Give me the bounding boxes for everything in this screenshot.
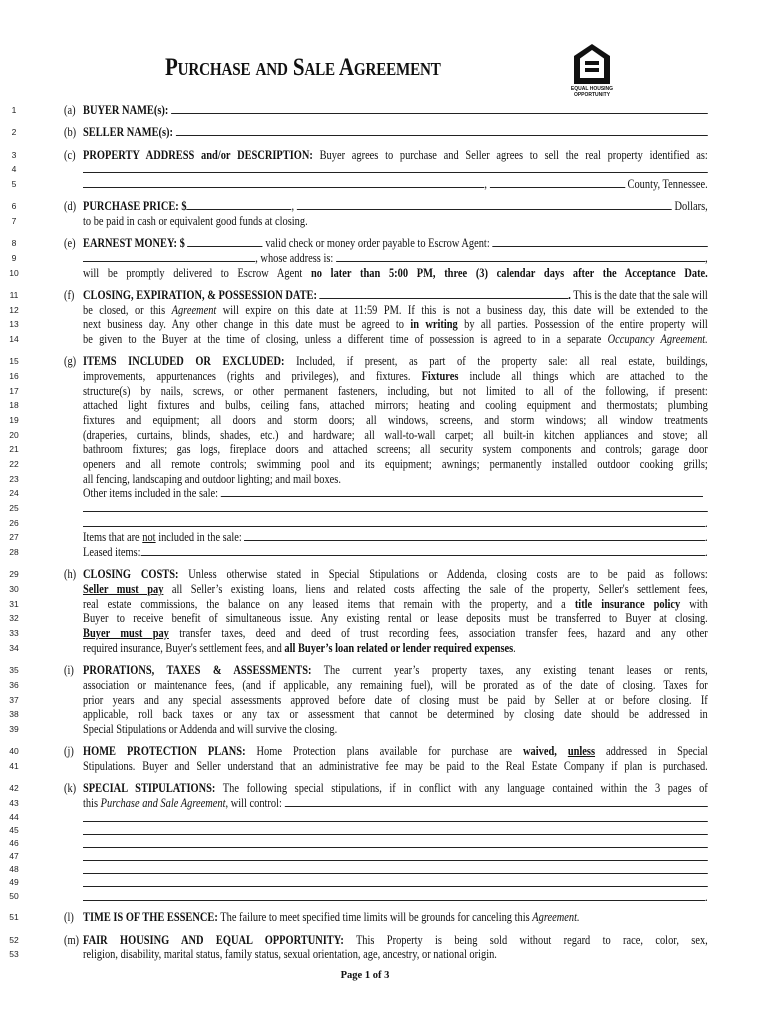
- line-content: [83, 486, 708, 501]
- line-19: [0, 413, 770, 428]
- bold-text: .: [568, 286, 571, 302]
- line-number: 1: [11, 105, 17, 115]
- text: Leased items:: [83, 544, 141, 560]
- line-number: 13: [9, 319, 19, 330]
- line-content: [83, 947, 708, 962]
- line-content: [83, 317, 708, 332]
- line-number: 5: [11, 178, 17, 189]
- line-number: 39: [9, 723, 19, 734]
- line-number: 27: [9, 532, 19, 543]
- section-label: (g): [64, 353, 77, 369]
- equal-housing-house-icon: [572, 42, 612, 86]
- line-43: [0, 796, 770, 811]
- bold-text: waived,: [523, 743, 557, 759]
- line-content: [83, 413, 708, 428]
- special-stipulations-7-field[interactable]: [83, 876, 708, 887]
- line-content: [83, 177, 708, 192]
- section-label: (j): [64, 743, 74, 759]
- line-49: [0, 876, 770, 889]
- text: included in the sale:: [155, 529, 245, 545]
- line-number: 43: [9, 797, 19, 808]
- line-content: [83, 332, 708, 347]
- purchase-price-words-field[interactable]: [297, 199, 672, 210]
- line-content: [83, 530, 708, 545]
- line-40: [0, 744, 770, 759]
- text: Stipulations. Buyer and Seller understand that an administrative fee may be paid to the Real Estate Company if plan is purchased.: [83, 757, 708, 773]
- line-51: [0, 910, 770, 925]
- text: .: [513, 639, 516, 655]
- text: be closed, or this: [83, 301, 172, 317]
- line-9: [0, 251, 770, 266]
- text: applicable, roll back taxes or any tax or assessment that cannot be determined by closing date should be addressed in: [83, 706, 708, 722]
- text: required insurance, Buyer's settlement fees, and: [83, 639, 285, 655]
- line-42: [0, 781, 770, 796]
- line-52: [0, 933, 770, 948]
- seller-names-field[interactable]: [176, 125, 708, 136]
- text: [557, 743, 568, 758]
- text: Other items included in the sale:: [83, 485, 221, 501]
- line-number: 3: [11, 149, 17, 160]
- line-37: [0, 693, 770, 708]
- line-content: [83, 890, 708, 903]
- section-label: (l): [64, 909, 74, 925]
- line-50: [0, 890, 770, 903]
- line-18: [0, 398, 770, 413]
- line-content: [83, 428, 708, 443]
- line-content: [83, 303, 708, 318]
- special-stipulations-6-field[interactable]: [83, 863, 708, 874]
- line-content: [83, 442, 708, 457]
- escrow-address-field[interactable]: [336, 251, 705, 262]
- line-number: 46: [9, 837, 19, 848]
- line-22: [0, 457, 770, 472]
- escrow-agent-2-field[interactable]: [83, 251, 255, 262]
- line-content: [83, 457, 708, 472]
- text: Included, if present, as part of the property sale: all real estate, buildings,: [284, 353, 708, 369]
- bold-text: Seller must pay: [83, 581, 164, 597]
- line-23: [0, 472, 770, 487]
- line-35: [0, 663, 770, 678]
- text: This is the date that the sale will: [570, 286, 708, 302]
- line-number: 25: [9, 503, 19, 514]
- text: The failure to meet specified time limits will be grounds for canceling this: [217, 909, 533, 925]
- bold-text: EARNEST MONEY: $: [83, 235, 188, 251]
- text: include all things which are attached to the: [458, 367, 708, 383]
- text: association or maintenance fees, (and if applicable, any remaining fuel), will be prorated as of the date of closing. Taxes for: [83, 676, 708, 692]
- text: .: [705, 544, 708, 560]
- line-content: [83, 781, 708, 796]
- text: will be promptly delivered to Escrow Agent: [83, 264, 311, 280]
- line-content: [83, 472, 708, 487]
- line-46: [0, 837, 770, 850]
- text: , whose address is:: [255, 249, 336, 265]
- line-number: 32: [9, 613, 19, 624]
- bold-text: title insurance policy: [574, 595, 681, 611]
- line-number: 48: [9, 864, 19, 875]
- line-number: 38: [9, 709, 19, 720]
- text: with: [680, 595, 708, 611]
- text: addressed in Special: [595, 743, 708, 759]
- text: County, Tennessee.: [624, 175, 708, 191]
- text: religion, disability, marital status, family status, sexual orientation, age, ancestry, or national origin.: [83, 946, 497, 962]
- earnest-money-field[interactable]: [187, 236, 262, 247]
- text: by all parties. Possession of the entire property will: [457, 316, 708, 332]
- line-number: 44: [9, 811, 19, 822]
- line-number: 18: [9, 400, 19, 411]
- line-10: [0, 266, 770, 281]
- bold-text: no later than 5:00 PM, three (3) calendar days after the Acceptance Date.: [310, 264, 708, 280]
- line-content: [83, 199, 708, 214]
- text: structure(s) by nails, screws, or other permanent fasteners, including, but not limited to all of the following, if present:: [83, 382, 708, 398]
- text: ,: [291, 198, 297, 214]
- line-number: 37: [9, 694, 19, 705]
- line-number: 8: [11, 238, 17, 249]
- line-number: 35: [9, 665, 19, 676]
- line-content: [83, 501, 708, 512]
- text: The current year’s property taxes, any existing tenant leases or rents,: [311, 662, 708, 678]
- line-content: [83, 796, 708, 811]
- line-content: [83, 369, 708, 384]
- text: Buyer agrees to purchase and Seller agrees to sell the real property identified as:: [312, 146, 708, 162]
- line-content: [83, 759, 708, 774]
- line-number: 45: [9, 824, 19, 835]
- line-content: [83, 850, 708, 861]
- line-number: 47: [9, 851, 19, 862]
- line-25: [0, 501, 770, 516]
- line-number: 12: [9, 304, 19, 315]
- bold-text: TIME IS OF THE ESSENCE:: [83, 909, 218, 925]
- line-53: [0, 947, 770, 962]
- line-number: 52: [9, 934, 19, 945]
- line-44: [0, 811, 770, 824]
- line-number: 42: [9, 783, 19, 794]
- line-6: [0, 199, 770, 214]
- text: Special Stipulations or Addenda and will survive the closing.: [83, 720, 338, 736]
- text: will expire on this date at 11:59 PM. If this is not a business day, this date will be extended to the: [216, 301, 708, 317]
- text: openers and all remote controls; swimming pool and its equipment; awnings; permanently installed outdoor cooking grills;: [83, 456, 708, 471]
- line-number: 15: [9, 356, 19, 367]
- line-number: 22: [9, 459, 19, 469]
- special-stipulations-8-field[interactable]: [83, 890, 705, 901]
- line-number: 29: [9, 569, 19, 580]
- line-number: 41: [9, 760, 19, 771]
- line-33: [0, 626, 770, 641]
- section-label: (h): [64, 566, 77, 582]
- line-number: 2: [11, 127, 17, 138]
- text: .: [705, 888, 708, 904]
- bold-text: PRORATIONS, TAXES & ASSESSMENTS:: [83, 662, 312, 678]
- line-content: [83, 626, 708, 641]
- line-number: 14: [9, 333, 19, 344]
- line-number: 17: [9, 385, 19, 396]
- text: ,: [484, 175, 490, 191]
- special-stipulations-4-field[interactable]: [83, 837, 708, 848]
- excluded-items-field[interactable]: [244, 530, 705, 541]
- line-content: [83, 876, 708, 887]
- equal-housing-logo-text: [568, 87, 616, 98]
- line-3: [0, 148, 770, 163]
- text: Buyer to receive benefit of simultaneous issue. Any existing rental or lease deposits must be transferred to Buyer at closing.: [83, 610, 708, 626]
- line-12: [0, 303, 770, 318]
- section-label: (b): [64, 124, 77, 140]
- line-content: [83, 214, 708, 229]
- line-content: [83, 722, 708, 737]
- line-47: [0, 850, 770, 863]
- line-28: [0, 545, 770, 560]
- special-stipulations-2-field[interactable]: [83, 811, 708, 822]
- line-30: [0, 582, 770, 597]
- other-items-1-field[interactable]: [221, 486, 703, 497]
- line-content: [83, 103, 708, 118]
- line-content: [83, 863, 708, 874]
- property-address-1-field[interactable]: [83, 162, 708, 173]
- italic-text: Occupancy Agreement.: [607, 330, 708, 346]
- text: all fencing, landscaping and outdoor lighting; and mail boxes.: [83, 470, 341, 486]
- bold-text: SELLER NAME(s):: [83, 124, 176, 140]
- property-address-2-field[interactable]: [83, 177, 484, 188]
- bold-text: SPECIAL STIPULATIONS:: [83, 780, 216, 796]
- line-17: [0, 384, 770, 399]
- line-content: [83, 811, 708, 822]
- line-number: 21: [9, 444, 19, 455]
- bold-text: Fixtures: [421, 367, 459, 383]
- line-number: 19: [9, 414, 19, 425]
- line-number: 24: [9, 488, 19, 499]
- text: Items that are: [83, 529, 143, 545]
- text: ,: [705, 249, 708, 265]
- line-41: [0, 759, 770, 774]
- purchase-price-field[interactable]: [187, 199, 292, 210]
- line-5: [0, 177, 770, 192]
- special-stipulations-1-field[interactable]: [285, 796, 708, 807]
- section-label: (c): [64, 146, 76, 162]
- line-content: [83, 597, 708, 612]
- line-content: [83, 611, 708, 626]
- section-label: (a): [64, 102, 76, 117]
- italic-text: Purchase and Sale Agreement: [100, 794, 226, 810]
- line-content: [83, 148, 708, 163]
- line-content: [83, 824, 708, 835]
- line-2: [0, 125, 770, 140]
- line-29: [0, 567, 770, 582]
- line-number: 28: [9, 547, 19, 558]
- bold-text: BUYER NAME(s):: [83, 102, 171, 117]
- line-11: [0, 288, 770, 303]
- line-number: 16: [9, 370, 19, 381]
- line-number: 53: [9, 949, 19, 960]
- bold-text: Buyer must pay: [83, 625, 169, 641]
- text: Unless otherwise stated in Special Stipulations or Addenda, closing costs are to be paid as follows:: [178, 566, 708, 582]
- line-number: 51: [9, 912, 19, 923]
- line-content: [83, 236, 708, 251]
- text: real estate commissions, the balance on any leased items that remain with the property, and a: [83, 595, 575, 611]
- logo-text-line2: OPPORTUNITY: [573, 91, 611, 98]
- other-items-3-field[interactable]: [83, 516, 705, 527]
- italic-text: Agreement.: [532, 909, 580, 925]
- line-20: [0, 428, 770, 443]
- line-content: [83, 744, 708, 759]
- section-label: (i): [64, 662, 74, 678]
- special-stipulations-5-field[interactable]: [83, 850, 708, 861]
- line-number: 4: [11, 164, 17, 175]
- section-label: (m): [64, 931, 80, 947]
- line-content: [83, 266, 708, 281]
- line-21: [0, 442, 770, 457]
- text: next business day. Any other change in this date must be agreed to: [83, 316, 411, 332]
- text: prior years and any special assessments approved before date of closing must be paid by Seller at or before closing. If: [83, 691, 708, 707]
- line-number: 36: [9, 679, 19, 690]
- line-number: 7: [11, 215, 17, 226]
- line-number: 40: [9, 746, 19, 757]
- line-number: 33: [9, 628, 19, 639]
- line-content: [83, 641, 708, 656]
- text: be given to the Buyer at the time of closing, unless a different time of possession is agreed to in a separate: [83, 330, 608, 346]
- text: , will control:: [225, 794, 285, 810]
- line-content: [83, 162, 708, 173]
- line-16: [0, 369, 770, 384]
- line-26: [0, 516, 770, 531]
- line-number: 20: [9, 429, 19, 440]
- line-content: [83, 545, 708, 560]
- line-number: 23: [9, 473, 19, 484]
- text: .: [705, 529, 708, 545]
- line-content: [83, 398, 708, 413]
- line-number: 9: [11, 252, 17, 263]
- line-13: [0, 317, 770, 332]
- line-39: [0, 722, 770, 737]
- text: .: [705, 514, 708, 530]
- bold-text: CLOSING, EXPIRATION, & POSSESSION DATE:: [83, 286, 320, 302]
- section-label: (e): [64, 235, 76, 251]
- line-4: [0, 162, 770, 177]
- bold-text: PROPERTY ADDRESS and/or DESCRIPTION:: [83, 146, 313, 162]
- line-number: 49: [9, 877, 19, 888]
- line-number: 26: [9, 517, 19, 528]
- line-27: [0, 530, 770, 545]
- text: The following special stipulations, if in conflict with any language contained within the 3 pages of: [215, 780, 708, 796]
- line-content: [83, 678, 708, 693]
- line-number: 34: [9, 642, 19, 653]
- line-content: [83, 125, 708, 140]
- text: improvements, appurtenances (rights and privileges), and fixtures.: [83, 367, 422, 383]
- line-content: [83, 707, 708, 722]
- county-field[interactable]: [490, 177, 625, 188]
- text: Dollars,: [671, 198, 708, 214]
- bold-text: CLOSING COSTS:: [83, 566, 179, 582]
- text: all Seller’s existing loans, liens and related costs affecting the sale of the property, Seller's settlement fees,: [163, 581, 708, 597]
- line-8: [0, 236, 770, 251]
- section-label: (k): [64, 780, 77, 796]
- bold-text: PURCHASE PRICE: $: [83, 198, 187, 214]
- leased-items-field[interactable]: [141, 545, 706, 556]
- underlined-text: not: [142, 529, 156, 545]
- buyer-names-field[interactable]: [171, 103, 708, 114]
- line-content: [83, 910, 708, 925]
- bold-text: all Buyer’s loan related or lender required expenses: [284, 639, 514, 655]
- bold-text: in writing: [410, 316, 458, 332]
- line-36: [0, 678, 770, 693]
- text: to be paid in cash or equivalent good funds at closing.: [83, 212, 308, 228]
- line-38: [0, 707, 770, 722]
- line-content: [83, 516, 708, 531]
- line-14: [0, 332, 770, 347]
- line-number: 31: [9, 598, 19, 609]
- other-items-2-field[interactable]: [83, 501, 708, 512]
- line-content: [83, 693, 708, 708]
- section-label: (d): [64, 198, 77, 214]
- bold-text: unless: [567, 743, 596, 759]
- line-32: [0, 611, 770, 626]
- text: valid check or money order payable to Escrow Agent:: [262, 235, 493, 251]
- line-number: 30: [9, 584, 19, 595]
- bold-text: FAIR HOUSING AND EQUAL OPPORTUNITY:: [83, 931, 344, 947]
- line-content: [83, 567, 708, 582]
- line-45: [0, 824, 770, 837]
- line-48: [0, 863, 770, 876]
- closing-date-field[interactable]: [320, 288, 569, 299]
- bold-text: HOME PROTECTION PLANS:: [83, 743, 246, 759]
- special-stipulations-3-field[interactable]: [83, 824, 708, 835]
- text: Home Protection plans available for purchase are: [245, 743, 524, 759]
- line-1: [0, 103, 770, 118]
- line-content: [83, 251, 708, 266]
- line-content: [83, 384, 708, 399]
- page-number: Page 1 of 3: [340, 970, 390, 981]
- document-title: Purchase and Sale Agreement: [165, 54, 441, 81]
- line-number: 10: [9, 267, 19, 278]
- line-number: 11: [9, 289, 19, 300]
- agreement-body: [0, 103, 770, 962]
- escrow-agent-field[interactable]: [492, 236, 707, 247]
- line-15: [0, 354, 770, 369]
- line-content: [83, 933, 708, 948]
- section-label: (f): [64, 286, 75, 302]
- line-34: [0, 641, 770, 656]
- italic-text: Agreement: [171, 301, 217, 317]
- line-7: [0, 214, 770, 229]
- text: transfer taxes, deed and deed of trust recording fees, association transfer fees, hazard and any other: [168, 625, 708, 641]
- line-number: 6: [11, 201, 17, 212]
- equal-housing-logo: [568, 42, 616, 100]
- line-content: [83, 837, 708, 848]
- text: This Property is being sold without regard to race, color, sex,: [343, 931, 708, 947]
- bold-text: ITEMS INCLUDED OR EXCLUDED:: [83, 353, 285, 369]
- line-content: [83, 288, 708, 303]
- line-number: 50: [9, 890, 19, 901]
- text: attached light fixtures and bulbs, ceiling fans, attached mirrors; heating and cooling equipment and thermostats; plumbing: [83, 397, 708, 413]
- text: bathroom fixtures; gas logs, fireplace doors and attached screens; all security system components and controls; garage door: [83, 441, 708, 457]
- line-24: [0, 486, 770, 501]
- line-31: [0, 597, 770, 612]
- line-content: [83, 663, 708, 678]
- line-content: [83, 582, 708, 597]
- logo-text-line1: EQUAL HOUSING: [570, 86, 614, 92]
- text: fixtures and equipment; all doors and storm doors; all windows, screens, and storm windows; all window treatments: [83, 411, 708, 427]
- line-content: [83, 354, 708, 369]
- text: this: [83, 794, 101, 810]
- text: (draperies, curtains, blinds, shades, etc.) and hardware; all wall-to-wall carpet; all built-in kitchen appliances and stove; all: [83, 426, 708, 442]
